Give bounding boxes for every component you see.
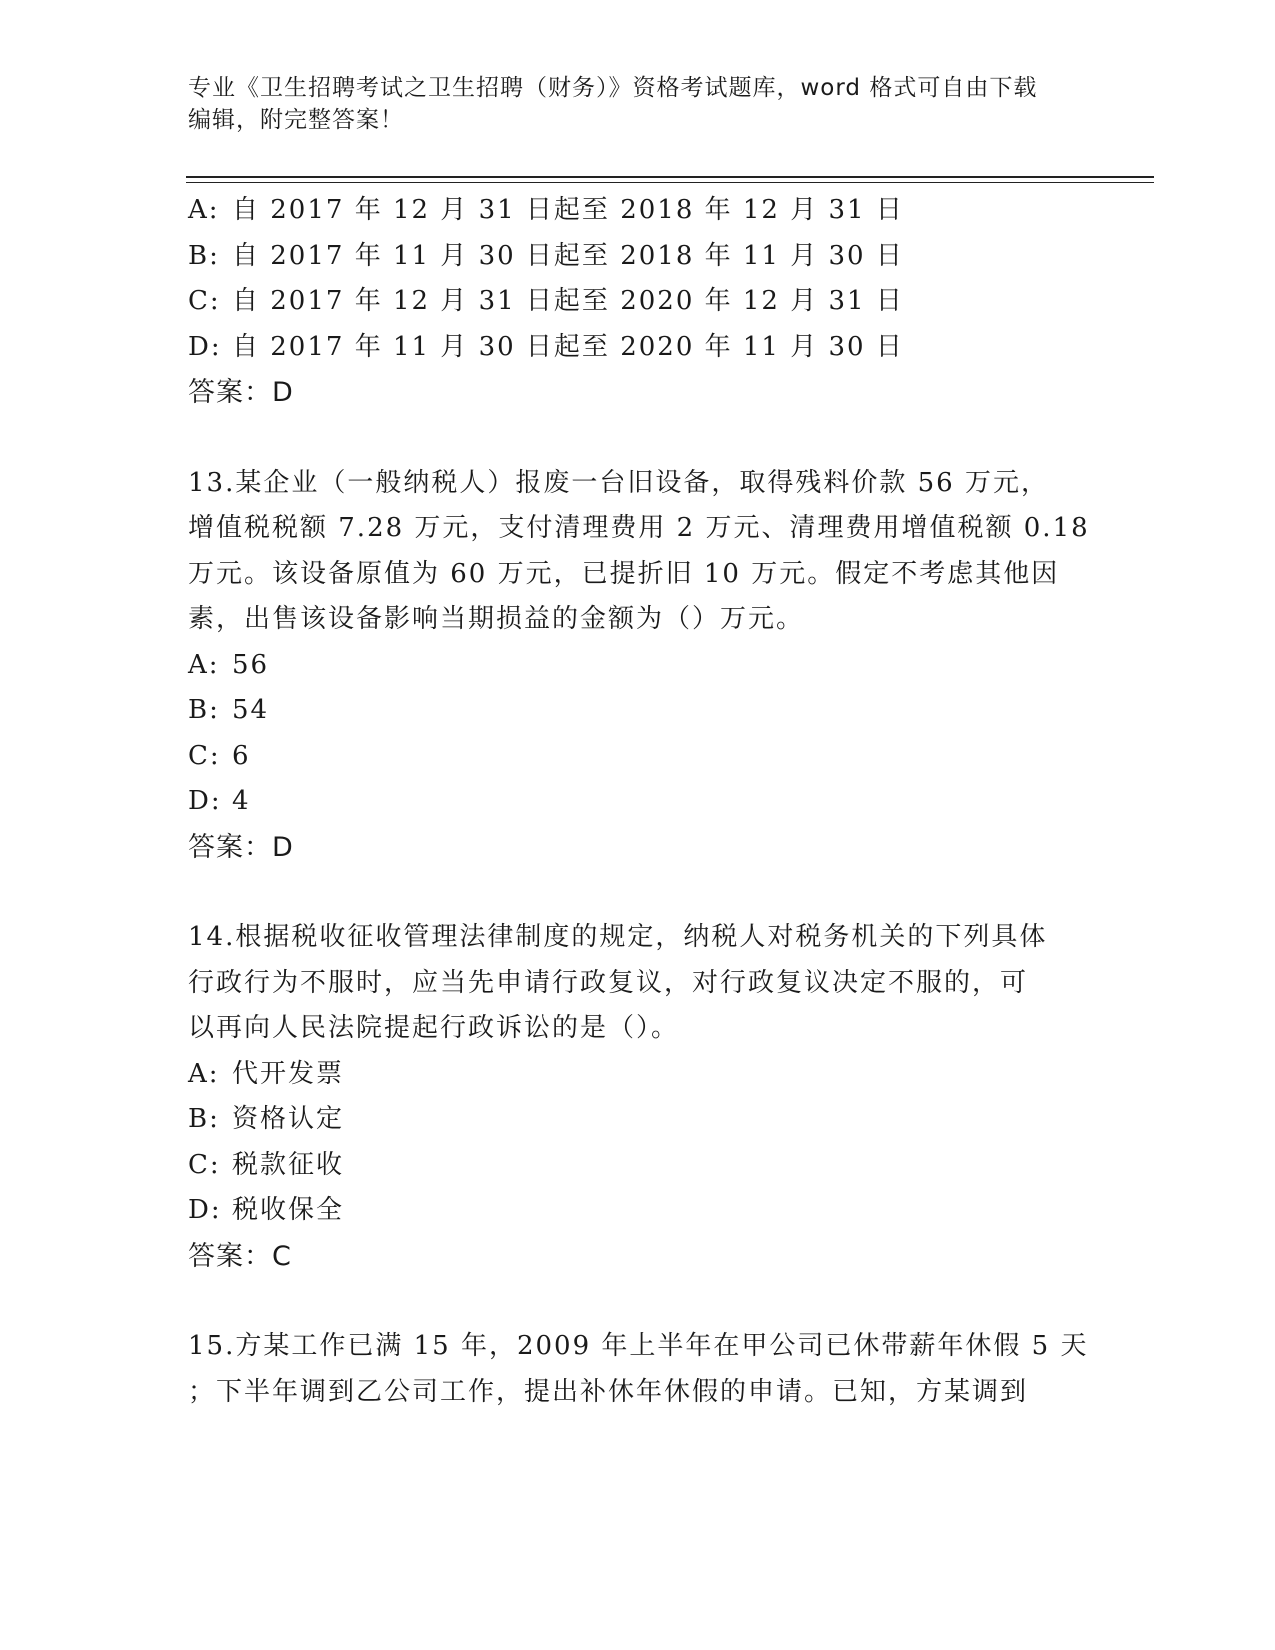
document-header [188,72,1088,136]
answer: 答案：D [188,831,294,863]
question-15 [188,1324,1088,1415]
header-line-1: 专业《卫生招聘考试之卫生招聘（财务）》资格考试题库，word 格式可自由下载 [188,75,1038,101]
question-text-line: 15.方某工作已满 15 年，2009 年上半年在甲公司已休带薪年休假 5 天 [188,1331,1089,1361]
question-text-line: 增值税税额 7.28 万元，支付清理费用 2 万元、清理费用增值税额 0.18 [188,513,1090,543]
option-c: C: 税款征收 [188,1149,345,1180]
question-text-line: 万元。该设备原值为 60 万元，已提折旧 10 万元。假定不考虑其他因 [188,558,1060,589]
option-d: D: 税收保全 [188,1195,345,1225]
spacer [188,416,1088,461]
question-12-options [188,188,1088,416]
answer: 答案：D [188,377,294,408]
spacer [188,1279,1088,1324]
option-b: B: 自 2017 年 11 月 30 日起至 2018 年 11 月 30 日 [188,240,904,271]
question-text-line: 13.某企业（一般纳税人）报废一台旧设备，取得残料价款 56 万元， [188,467,1049,498]
spacer [188,870,1088,915]
header-rule-thick [186,176,1154,178]
option-b: B: 54 [188,695,270,725]
question-text-line: ；下半年调到乙公司工作，提出补休年休假的申请。已知，方某调到 [188,1376,1029,1407]
header-rule-thin [186,182,1154,183]
option-d: D: 自 2017 年 11 月 30 日起至 2020 年 11 月 30 日 [188,331,904,362]
option-a: A: 代开发票 [188,1058,345,1089]
question-text-line: 以再向人民法院提起行政诉讼的是（）。 [188,1013,680,1043]
question-text-line: 素，出售该设备影响当期损益的金额为（）万元。 [188,604,805,634]
header-line-2: 编辑，附完整答案！ [188,107,404,133]
question-text-line: 14.根据税收征收管理法律制度的规定，纳税人对税务机关的下列具体 [188,922,1048,952]
option-c: C: 6 [188,740,251,771]
option-c: C: 自 2017 年 12 月 31 日起至 2020 年 12 月 31 日 [188,286,904,316]
option-d: D: 4 [188,786,251,816]
question-text-line: 行政行为不服时，应当先申请行政复议，对行政复议决定不服的，可 [188,967,1029,998]
option-b: B: 资格认定 [188,1104,345,1134]
option-a: A: 56 [188,649,270,680]
question-13 [188,461,1088,871]
answer: 答案：C [188,1240,292,1272]
question-14 [188,915,1088,1279]
option-a: A: 自 2017 年 12 月 31 日起至 2018 年 12 月 31 日 [188,195,904,225]
document-body [188,188,1088,1415]
